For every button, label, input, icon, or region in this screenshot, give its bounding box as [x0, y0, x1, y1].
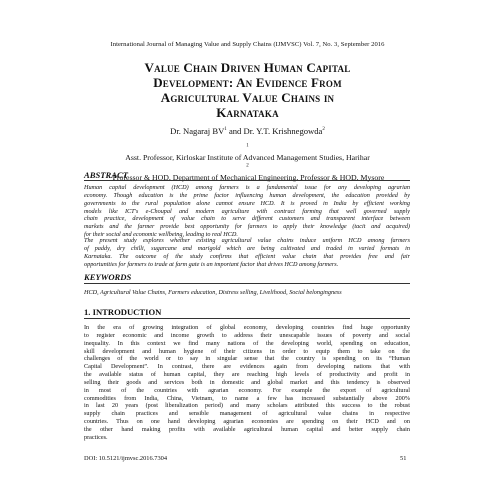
text-line: Human capital development (HCD) among farmers is a fundamental issue for any developing agrarian — [84, 184, 410, 191]
text-line: selling their goods and services both in domestic and global market and this tendency is observed — [84, 378, 410, 386]
text-line: challenges of the world or to say in singular sense that the country is spending on its “Human — [84, 355, 410, 363]
text-line: in most of the countries with agrarian economy. For example the export of agricultural — [84, 386, 410, 394]
text-line: In the era of growing integration of global economy, developing countries find huge opportunity — [84, 324, 410, 331]
text-line: governments to the rural population alone cannot ensure HCD. It is proved in India by efficient working — [84, 199, 410, 207]
text-line: the other hand making profits with available agricultural human capital and better supply chain — [84, 425, 410, 433]
title-line: Development: An Evidence From — [153, 75, 342, 90]
doi-footer: DOI: 10.5121/ijmvsc.2016.7304 — [84, 455, 168, 462]
affiliation-line — [40, 143, 455, 163]
text-line: to register economic and income growth to address their unescapable issues of poverty and social — [84, 331, 410, 339]
author-affiliation-marker: 2 — [322, 127, 325, 133]
affiliation-text: Asst. Professor, Kirloskar Institute of Advanced Management Studies, Harihar — [125, 153, 370, 162]
author-affiliation-marker: 1 — [224, 127, 227, 133]
abstract-paragraph — [84, 184, 410, 239]
text-line: opportunities for farmers to trade at farm gate is an important factor that drives HCD among farmers. — [84, 260, 339, 268]
text-line: Capital Development”. In contrast, there are evidences again from developing nations that with — [84, 363, 410, 371]
author-separator: and — [226, 126, 244, 136]
abstract-rule — [84, 180, 410, 181]
text-line: commodities from India, China, Vietnam, to name a few has increased substantially above 200% — [84, 394, 410, 402]
text-line: markets and the farmer provide best opportunity for farmers to apply their knowledge (tacit and acquired) — [84, 223, 410, 231]
keywords-heading: KEYWORDS — [84, 272, 132, 282]
text-line: of paddy, dry chilli, sugarcane and marigold which are being cultivated and traded in varied formats in — [84, 244, 410, 252]
text-line: models like ICT's e-Choupal and modern agriculture with contract farming that well governed supply — [84, 207, 410, 215]
author-name: Dr. Nagaraj BV — [170, 126, 225, 136]
text-line: economy. Though education is the prime factor influencing human development, the education provided by — [84, 191, 410, 199]
text-line: supply chain practices and sensible management of agricultural value chains in respective — [84, 410, 410, 418]
author-list — [40, 126, 455, 136]
text-line: inequality. In this context we find many nations of the developing world, spending on education, — [84, 339, 410, 347]
title-line: Agricultural Value Chains in — [160, 90, 335, 105]
introduction-heading: 1. INTRODUCTION — [84, 307, 162, 317]
title-line: Karnataka — [216, 105, 279, 120]
text-line: for their social and economic wellbeing, leading to real HCD. — [84, 231, 238, 239]
text-line: in last 20 years (post liberalization period) and many scholars attributed this success to the robust — [84, 402, 410, 410]
affiliation-text: Professor & HOD, Department of Mechanical Engineering, Professor & HOD, Mysore — [110, 173, 385, 182]
text-line: the available status of human capital, they are reaching high levels of productivity and profit in — [84, 371, 410, 379]
text-line: countries. Thus on one hand developing agrarian economies are spending on their HCD and on — [84, 418, 410, 426]
text-line: skill development and human hygiene of their citizens in order to equip them to take on the — [84, 347, 410, 355]
abstract-paragraph — [84, 237, 410, 268]
keywords-text: HCD, Agricultural Value Chains, Farmers education, Distress selling, Livelihood, Social belongingness — [84, 289, 342, 296]
introduction-paragraph — [84, 324, 410, 442]
affiliation-marker: 2 — [246, 163, 249, 169]
author-name: Dr. Y.T. Krishnegowda — [243, 126, 323, 136]
keywords-rule — [84, 283, 410, 284]
text-line: Karnataka. The outcome of the study confirms that efficient value chain that provides free and fair — [84, 252, 410, 260]
text-line: The present study explores whether existing agricultural value chains induce uniform HCD among farmers — [84, 237, 410, 244]
text-line: practices. — [84, 433, 108, 441]
abstract-heading: ABSTRACT — [84, 170, 128, 180]
journal-header: International Journal of Managing Value and Supply Chains (IJMVSC) Vol. 7, No. 3, September 2016 — [110, 41, 385, 48]
page-number: 51 — [400, 455, 407, 462]
affiliation-marker: 1 — [246, 143, 249, 149]
text-line: chain practice, development of value chain to serve different customers and transparent interface between — [84, 215, 410, 223]
title-line: Value Chain Driven Human Capital — [144, 60, 351, 75]
paper-title — [40, 60, 455, 120]
introduction-rule — [84, 318, 410, 319]
